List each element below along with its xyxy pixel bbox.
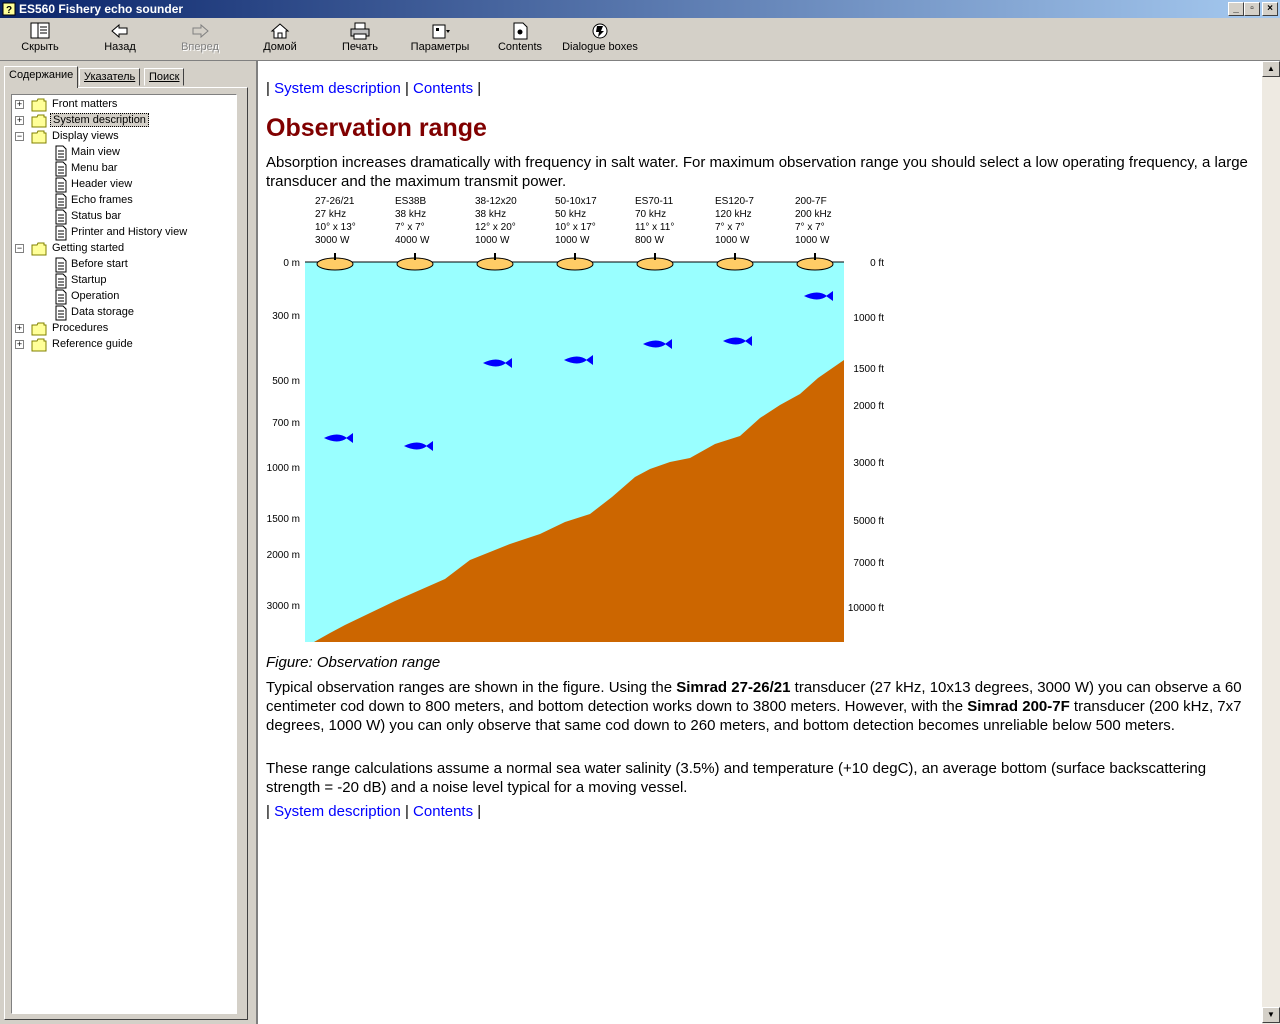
transducer-spec-label: 70 kHz [635, 209, 667, 220]
help-page-icon [53, 225, 69, 241]
transducer-spec-label: 10° x 17° [555, 222, 596, 233]
folder-icon [31, 97, 47, 113]
tree-node-label: Reference guide [52, 338, 133, 350]
options-button[interactable] [400, 20, 480, 58]
tree-node[interactable] [15, 289, 233, 305]
depth-feet-label: 2000 ft [853, 401, 884, 412]
toolbar [0, 18, 1280, 61]
contents-button[interactable] [480, 20, 560, 58]
tree-node[interactable] [15, 113, 233, 129]
tree-node-label: Before start [71, 258, 128, 270]
expand-icon[interactable]: + [16, 115, 23, 125]
assumptions-paragraph: These range calculations assume a normal sea water salinity (3.5%) and temperature (+10 degC), an average bottom (surface backscattering strength = -20 dB) and a noise level typical for a moving vessel. [266, 760, 1207, 796]
tree-node[interactable] [15, 129, 233, 145]
breadcrumb-separator: | [404, 80, 409, 97]
tab-index-label: Указатель [84, 71, 136, 83]
close-button[interactable]: × [1262, 2, 1278, 16]
expand-icon[interactable]: + [16, 323, 23, 333]
contents-link[interactable]: Contents [413, 803, 474, 820]
transducer-spec-label: 50-10x17 [555, 196, 597, 207]
help-page-icon [53, 257, 69, 273]
transducer-spec-label: 11° x 11° [635, 222, 675, 233]
title-bar [0, 0, 1280, 18]
folder-icon [31, 113, 47, 129]
tree-node[interactable] [15, 241, 233, 257]
tree-node[interactable] [15, 209, 233, 225]
depth-meter-label: 500 m [272, 376, 300, 387]
depth-meter-label: 3000 m [266, 601, 300, 612]
transducer-spec-label: 1000 W [555, 235, 590, 246]
tree-node-label: Printer and History view [71, 226, 188, 238]
tree-node-label: Startup [71, 274, 107, 286]
help-page-icon [53, 209, 69, 225]
tree-node-label: Operation [71, 290, 120, 302]
tree-node-label: Getting started [52, 242, 125, 254]
tree-node[interactable] [15, 337, 233, 353]
forward-button[interactable] [160, 20, 240, 58]
options-icon [429, 22, 451, 40]
tree-node[interactable] [15, 257, 233, 273]
back-arrow-icon [109, 22, 131, 40]
forward-arrow-icon [189, 22, 211, 40]
tree-node[interactable] [15, 161, 233, 177]
folder-icon [31, 241, 47, 257]
breadcrumb-separator: | [404, 803, 409, 820]
home-icon [269, 22, 291, 40]
transducer-spec-label: 4000 W [395, 235, 430, 246]
home-label: Домой [263, 41, 297, 53]
transducer-name-2: Simrad 200-7F [967, 698, 1070, 715]
contents-tree[interactable] [11, 94, 237, 1014]
tree-node[interactable] [15, 225, 233, 241]
tree-node-label: Procedures [52, 322, 109, 334]
transducer-spec-label: 200 kHz [795, 209, 832, 220]
depth-feet-label: 1000 ft [853, 313, 884, 324]
window-title: ES560 Fishery echo sounder [19, 2, 184, 16]
svg-text:?: ? [6, 5, 13, 16]
depth-meter-label: 300 m [272, 311, 300, 322]
tab-contents[interactable] [4, 66, 78, 88]
collapse-icon[interactable]: − [16, 131, 23, 141]
collapse-icon[interactable]: − [16, 243, 23, 253]
home-button[interactable] [240, 20, 320, 58]
maximize-button[interactable]: ▫ [1244, 2, 1260, 16]
observation-range-figure [264, 193, 894, 645]
depth-feet-label: 3000 ft [853, 458, 884, 469]
transducer-spec-label: ES70-11 [635, 196, 674, 207]
depth-meter-label: 0 m [283, 258, 300, 269]
help-page-icon [53, 145, 69, 161]
transducer-spec-label: 7° x 7° [795, 222, 825, 233]
help-page-icon [53, 161, 69, 177]
depth-feet-label: 7000 ft [853, 558, 884, 569]
depth-meter-label: 700 m [272, 418, 300, 429]
back-button[interactable] [80, 20, 160, 58]
expand-icon[interactable]: + [16, 339, 23, 349]
tree-node-label: Menu bar [71, 162, 118, 174]
vertical-scrollbar[interactable] [1262, 61, 1280, 1024]
dialogue-boxes-icon [589, 22, 611, 40]
tree-node[interactable] [15, 305, 233, 321]
contents-page-icon [509, 22, 531, 40]
print-label: Печать [341, 41, 379, 53]
transducer-spec-label: 1000 W [795, 235, 830, 246]
tree-node-label: Header view [71, 178, 133, 190]
transducer-spec-label: 38 kHz [395, 209, 427, 220]
transducer-spec-label: 800 W [635, 235, 664, 246]
contents-label: Contents [497, 41, 543, 53]
dialogue-boxes-button[interactable] [560, 20, 640, 58]
transducer-spec-label: 1000 W [715, 235, 750, 246]
contents-link[interactable]: Contents [413, 80, 474, 97]
breadcrumb-separator: | [477, 80, 482, 97]
folder-icon [31, 129, 47, 145]
scroll-down-button[interactable]: ▼ [1262, 1007, 1280, 1023]
help-page-icon [53, 289, 69, 305]
print-button[interactable] [320, 20, 400, 58]
tab-search-label: Поиск [149, 71, 180, 83]
depth-feet-label: 0 ft [870, 258, 884, 269]
tree-node-label: Status bar [71, 210, 122, 222]
tree-node[interactable] [15, 145, 233, 161]
transducer-spec-label: 7° x 7° [395, 222, 425, 233]
depth-meter-label: 2000 m [266, 550, 300, 561]
transducer-spec-label: 27-26/21 [315, 196, 355, 207]
dialogue-boxes-label: Dialogue boxes [562, 41, 638, 53]
expand-icon[interactable]: + [16, 99, 23, 109]
ranges-text-3: transducer (200 kHz, 7x7 degrees, 1000 W) you can only observe that same cod down to 260 meters, and bottom detection becomes unreliable below 500 meters. [266, 698, 1242, 734]
breadcrumb-separator: | [477, 803, 482, 820]
transducer-spec-label: 12° x 20° [475, 222, 516, 233]
ranges-text-1: Typical observation ranges are shown in the figure. Using the [266, 679, 677, 696]
depth-feet-label: 1500 ft [853, 364, 884, 375]
options-label: Параметры [410, 41, 470, 53]
ranges-paragraph [266, 678, 1251, 735]
back-label: Назад [104, 41, 136, 53]
help-page-icon [53, 193, 69, 209]
breadcrumb-separator: | [266, 80, 270, 97]
help-app-icon [2, 2, 16, 16]
transducer-spec-label: 38-12x20 [475, 196, 517, 207]
ranges-text-2: transducer (27 kHz, 10x13 degrees, 3000 W) you can observe a 60 centimeter cod down to 800 meters, and bottom detection works down to 3800 meters. However, with the [266, 679, 1242, 715]
help-page-icon [53, 305, 69, 321]
tree-node[interactable] [15, 177, 233, 193]
printer-icon [349, 22, 371, 40]
transducer-spec-label: 3000 W [315, 235, 350, 246]
transducer-spec-label: 27 kHz [315, 209, 347, 220]
help-page-icon [53, 273, 69, 289]
hide-button[interactable] [0, 20, 80, 58]
tree-node[interactable] [15, 321, 233, 337]
tab-index[interactable] [79, 68, 140, 86]
help-page-icon [53, 177, 69, 193]
forward-label: Вперед [181, 41, 219, 53]
hide-label: Скрыть [21, 41, 59, 53]
tree-node-label: System description [50, 113, 149, 127]
tree-node-label: Data storage [71, 306, 134, 318]
system-description-link[interactable]: System description [274, 803, 401, 820]
tab-search[interactable] [144, 68, 184, 86]
hide-icon [29, 22, 51, 40]
bottom-breadcrumb [266, 802, 481, 821]
transducer-spec-label: 200-7F [795, 196, 827, 207]
tab-contents-label: Содержание [9, 69, 74, 81]
transducer-spec-label: 50 kHz [555, 209, 587, 220]
page-title: Observation range [266, 114, 487, 142]
transducer-spec-label: 7° x 7° [715, 222, 745, 233]
top-breadcrumb [266, 79, 481, 98]
transducer-spec-label: 120 kHz [715, 209, 752, 220]
scroll-up-button[interactable]: ▲ [1262, 61, 1280, 77]
depth-meter-label: 1500 m [266, 514, 300, 525]
tree-node-label: Front matters [52, 98, 118, 110]
system-description-link[interactable]: System description [274, 80, 401, 97]
transducer-spec-label: 38 kHz [475, 209, 507, 220]
depth-feet-label: 10000 ft [847, 603, 884, 614]
breadcrumb-separator: | [266, 803, 270, 820]
intro-paragraph: Absorption increases dramatically with frequency in salt water. For maximum observation range you should select a low operating frequency, a large transducer and the maximum transmit power. [266, 154, 1248, 190]
folder-icon [31, 321, 47, 337]
tree-node[interactable] [15, 273, 233, 289]
tree-node-label: Display views [52, 130, 119, 142]
folder-icon [31, 337, 47, 353]
transducer-spec-label: ES38B [395, 196, 427, 207]
transducer-name-1: Simrad 27-26/21 [676, 679, 791, 696]
transducer-spec-label: ES120-7 [715, 196, 754, 207]
tree-node-label: Echo frames [71, 194, 133, 206]
tree-node-label: Main view [71, 146, 120, 158]
minimize-button[interactable]: _ [1228, 2, 1244, 16]
tree-node[interactable] [15, 97, 233, 113]
depth-meter-label: 1000 m [266, 463, 300, 474]
figure-caption: Figure: Observation range [266, 654, 441, 671]
transducer-spec-label: 10° x 13° [315, 222, 356, 233]
transducer-spec-label: 1000 W [475, 235, 510, 246]
tree-node[interactable] [15, 193, 233, 209]
depth-feet-label: 5000 ft [853, 516, 884, 527]
